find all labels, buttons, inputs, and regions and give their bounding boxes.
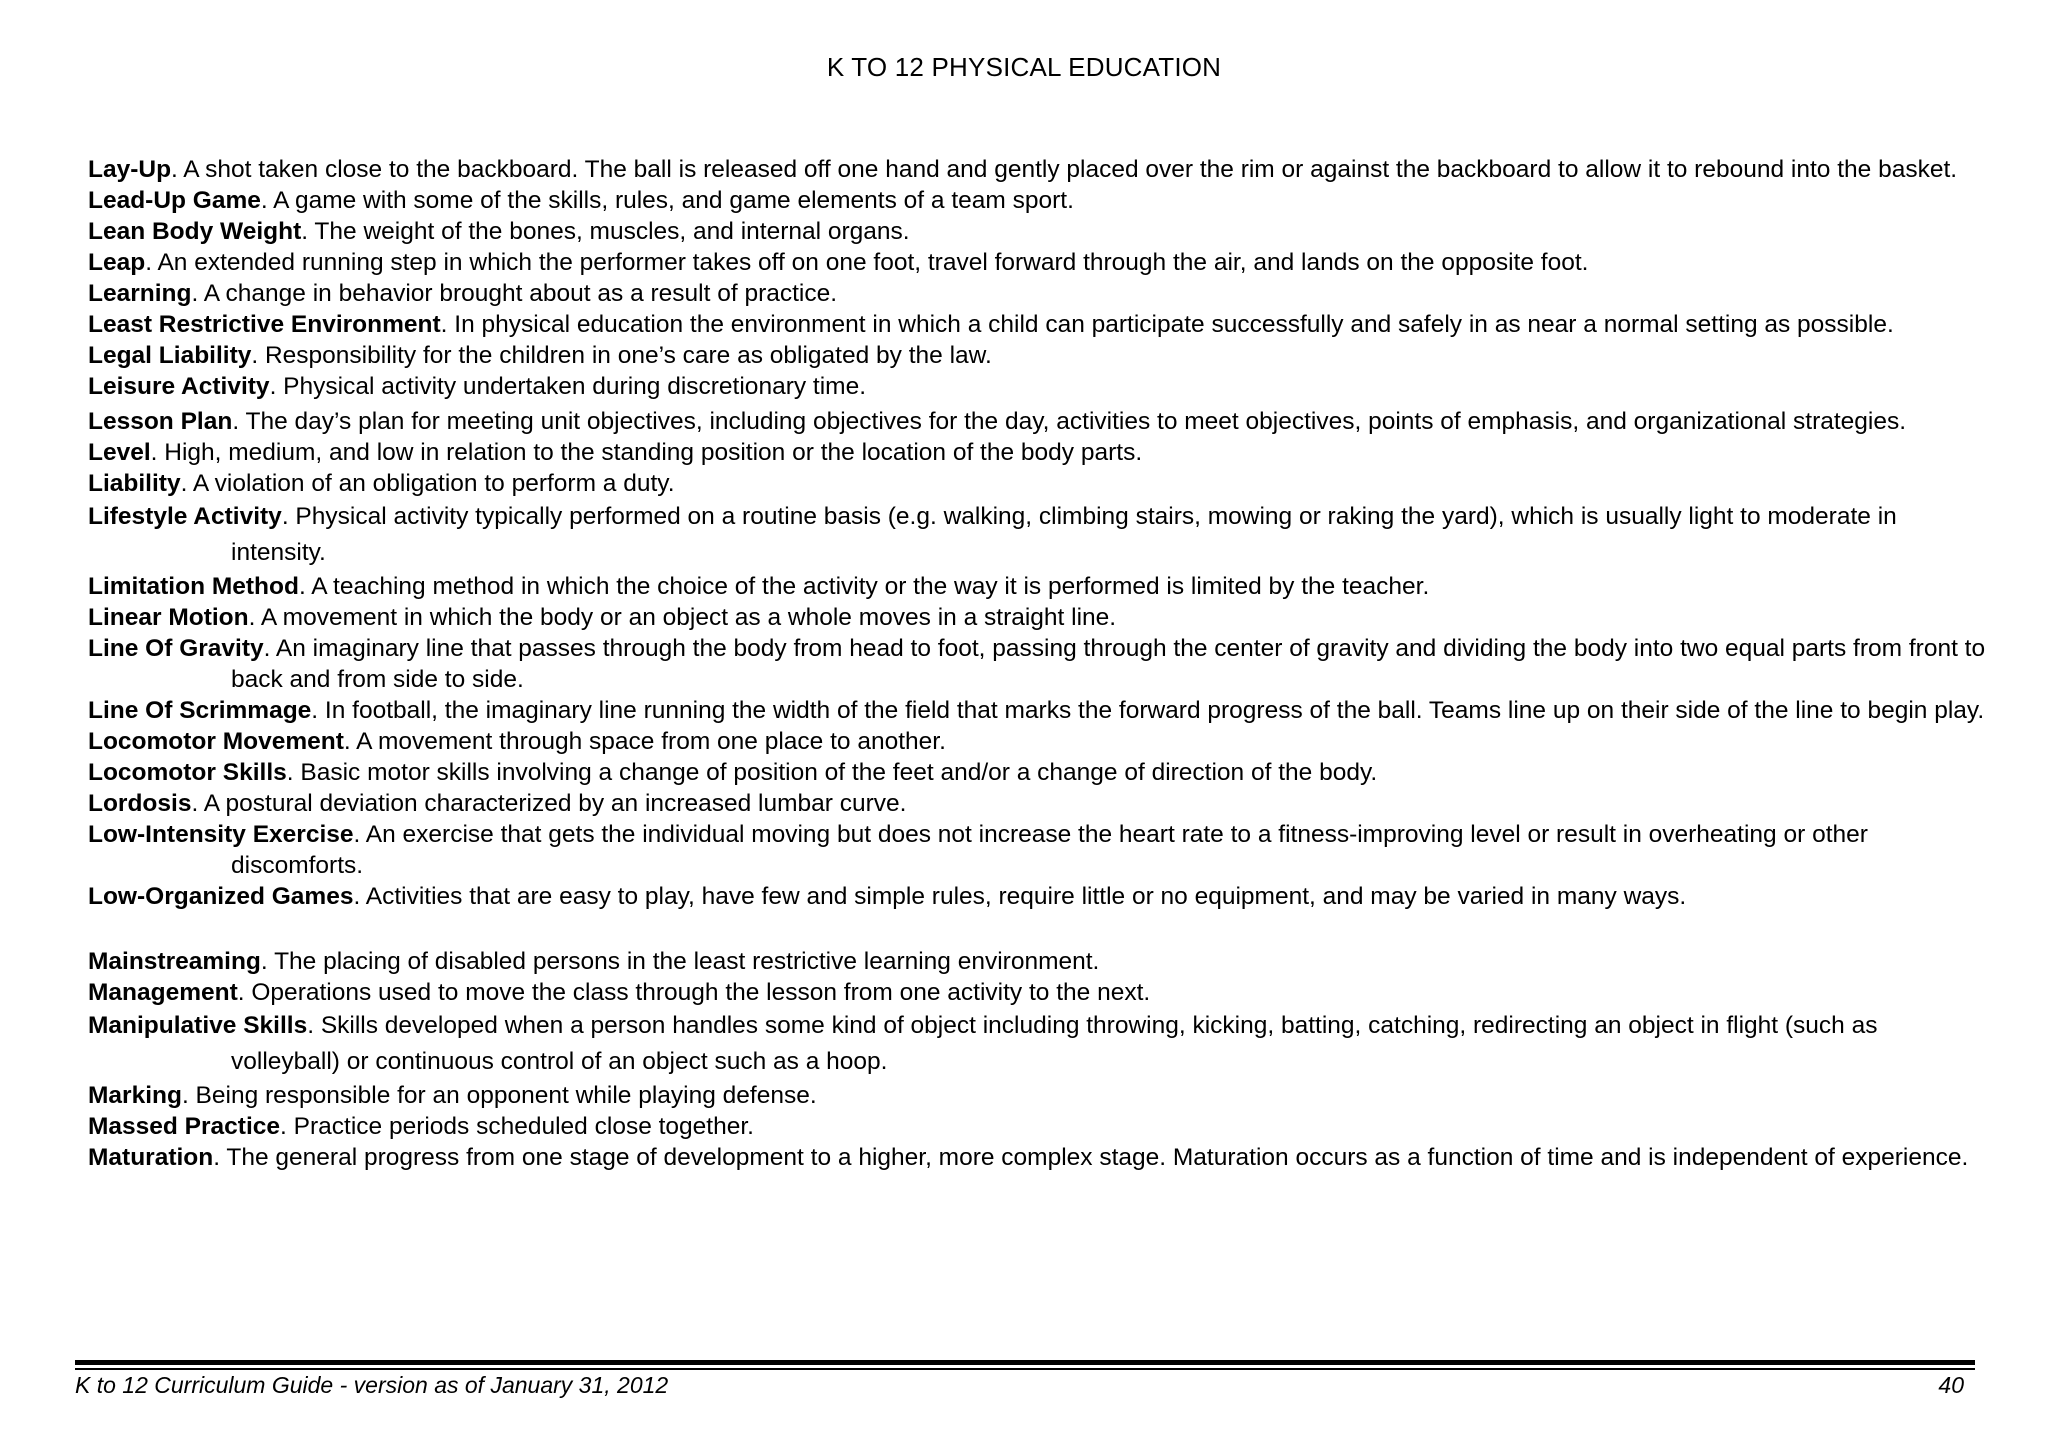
glossary-entry bbox=[88, 437, 1988, 468]
glossary-term: Low-Organized Games bbox=[88, 883, 354, 910]
glossary-entry bbox=[88, 977, 1988, 1008]
glossary-definition: . The general progress from one stage of development to a higher, more complex stage. Maturation occurs as a function of time and is independent of experience. bbox=[213, 1144, 1969, 1171]
glossary-definition: . Basic motor skills involving a change of position of the feet and/or a change of direction of the body. bbox=[286, 759, 1378, 786]
glossary-entry bbox=[88, 468, 1988, 499]
glossary-definition: . A game with some of the skills, rules, and game elements of a team sport. bbox=[260, 187, 1074, 214]
glossary-entry bbox=[88, 571, 1988, 602]
glossary-entry bbox=[88, 309, 1988, 340]
glossary-entry bbox=[88, 1080, 1988, 1111]
glossary-entry bbox=[88, 154, 1988, 185]
glossary-term: Mainstreaming bbox=[88, 948, 261, 975]
glossary-definition: . Responsibility for the children in one’s care as obligated by the law. bbox=[251, 342, 992, 369]
glossary-entry bbox=[88, 695, 1988, 726]
glossary-entry bbox=[88, 602, 1988, 633]
glossary-term: Lean Body Weight bbox=[88, 218, 302, 245]
glossary-term: Lifestyle Activity bbox=[88, 503, 282, 530]
glossary-definition: . In football, the imaginary line running the width of the field that marks the forward progress of the ball. Teams line up on their side of the line to begin play. bbox=[311, 697, 1985, 724]
glossary-term: Least Restrictive Environment bbox=[88, 311, 441, 338]
glossary-definition: . Physical activity typically performed on a routine basis (e.g. walking, climbing stairs, mowing or raking the yard), which is usually light to moderate in intensity. bbox=[231, 503, 1897, 566]
glossary-entry bbox=[88, 819, 1988, 881]
glossary-entry bbox=[88, 1142, 1988, 1173]
glossary-term: Linear Motion bbox=[88, 604, 249, 631]
glossary-entry bbox=[88, 371, 1988, 402]
glossary-entry bbox=[88, 340, 1988, 371]
glossary-entry bbox=[88, 499, 1988, 571]
glossary-term: Lay-Up bbox=[88, 156, 172, 183]
glossary-definition: . Activities that are easy to play, have few and simple rules, require little or no equipment, and may be varied in many ways. bbox=[353, 883, 1687, 910]
footer-divider bbox=[75, 1360, 1975, 1370]
glossary-entry bbox=[88, 757, 1988, 788]
glossary-definition: . Practice periods scheduled close together. bbox=[280, 1113, 754, 1140]
glossary-definition: . In physical education the environment in which a child can participate successfully and safely in as near a normal setting as possible. bbox=[440, 311, 1894, 338]
glossary-definition: . An exercise that gets the individual moving but does not increase the heart rate to a fitness-improving level or result in overheating or other discomforts. bbox=[231, 821, 1868, 879]
glossary-definition: . An extended running step in which the performer takes off on one foot, travel forward through the air, and lands on the opposite foot. bbox=[145, 249, 1589, 276]
glossary-definition: . A violation of an obligation to perform a duty. bbox=[180, 470, 675, 497]
glossary-term: Locomotor Movement bbox=[88, 728, 344, 755]
glossary-definition: . A change in behavior brought about as a result of practice. bbox=[191, 280, 838, 307]
glossary-term: Maturation bbox=[88, 1144, 214, 1171]
glossary-term: Legal Liability bbox=[88, 342, 252, 369]
glossary-entry bbox=[88, 726, 1988, 757]
glossary-entry bbox=[88, 881, 1988, 912]
glossary-entry bbox=[88, 788, 1988, 819]
glossary-term: Management bbox=[88, 979, 238, 1006]
glossary-entry bbox=[88, 406, 1988, 437]
glossary-term: Limitation Method bbox=[88, 573, 299, 600]
glossary-definition: . High, medium, and low in relation to the standing position or the location of the body parts. bbox=[150, 439, 1143, 466]
glossary-entry bbox=[88, 278, 1988, 309]
glossary-term: Lordosis bbox=[88, 790, 192, 817]
glossary-entry bbox=[88, 247, 1988, 278]
glossary-entry bbox=[88, 216, 1988, 247]
glossary-definition: . The day’s plan for meeting unit objectives, including objectives for the day, activities to meet objectives, points of emphasis, and organizational strategies. bbox=[232, 408, 1907, 435]
glossary-definition: . The placing of disabled persons in the least restrictive learning environment. bbox=[260, 948, 1100, 975]
glossary-definition: . Physical activity undertaken during discretionary time. bbox=[269, 373, 866, 400]
glossary-entry bbox=[88, 1008, 1988, 1080]
glossary-definition: . A movement in which the body or an object as a whole moves in a straight line. bbox=[248, 604, 1117, 631]
glossary-term: Leap bbox=[88, 249, 146, 276]
glossary-term: Line Of Gravity bbox=[88, 635, 264, 662]
footer-page-number: 40 bbox=[1938, 1372, 1964, 1398]
glossary-definition: . A shot taken close to the backboard. The ball is released off one hand and gently placed over the rim or against the backboard to allow it to rebound into the basket. bbox=[171, 156, 1958, 183]
glossary-term: Line Of Scrimmage bbox=[88, 697, 312, 724]
glossary-term: Low-Intensity Exercise bbox=[88, 821, 354, 848]
glossary-term: Manipulative Skills bbox=[88, 1012, 308, 1039]
footer-document-version: K to 12 Curriculum Guide - version as of January 31, 2012 bbox=[75, 1372, 669, 1398]
glossary-term: Lead-Up Game bbox=[88, 187, 261, 214]
glossary-list bbox=[88, 154, 1988, 1173]
glossary-entry bbox=[88, 633, 1988, 695]
glossary-term: Liability bbox=[88, 470, 181, 497]
page-header-title: K TO 12 PHYSICAL EDUCATION bbox=[826, 52, 1222, 82]
glossary-entry bbox=[88, 185, 1988, 216]
glossary-entry bbox=[88, 1111, 1988, 1142]
glossary-definition: . An imaginary line that passes through the body from head to foot, passing through the center of gravity and dividing the body into two equal parts from front to back and from side to side. bbox=[231, 635, 1986, 693]
glossary-term: Leisure Activity bbox=[88, 373, 270, 400]
glossary-term: Marking bbox=[88, 1082, 182, 1109]
glossary-definition: . A movement through space from one place to another. bbox=[343, 728, 946, 755]
glossary-term: Locomotor Skills bbox=[88, 759, 287, 786]
glossary-entry bbox=[88, 946, 1988, 977]
glossary-term: Massed Practice bbox=[88, 1113, 281, 1140]
glossary-definition: . The weight of the bones, muscles, and internal organs. bbox=[301, 218, 910, 245]
glossary-term: Learning bbox=[88, 280, 192, 307]
glossary-definition: . Being responsible for an opponent while playing defense. bbox=[181, 1082, 817, 1109]
glossary-definition: . Skills developed when a person handles some kind of object including throwing, kicking, batting, catching, redirecting an object in flight (such as volleyball) or continuous control of an object such as a hoop. bbox=[231, 1012, 1878, 1075]
glossary-term: Lesson Plan bbox=[88, 408, 233, 435]
glossary-definition: . Operations used to move the class through the lesson from one activity to the next. bbox=[237, 979, 1151, 1006]
glossary-definition: . A teaching method in which the choice of the activity or the way it is performed is limited by the teacher. bbox=[298, 573, 1430, 600]
glossary-term: Level bbox=[88, 439, 151, 466]
glossary-definition: . A postural deviation characterized by an increased lumbar curve. bbox=[191, 790, 907, 817]
